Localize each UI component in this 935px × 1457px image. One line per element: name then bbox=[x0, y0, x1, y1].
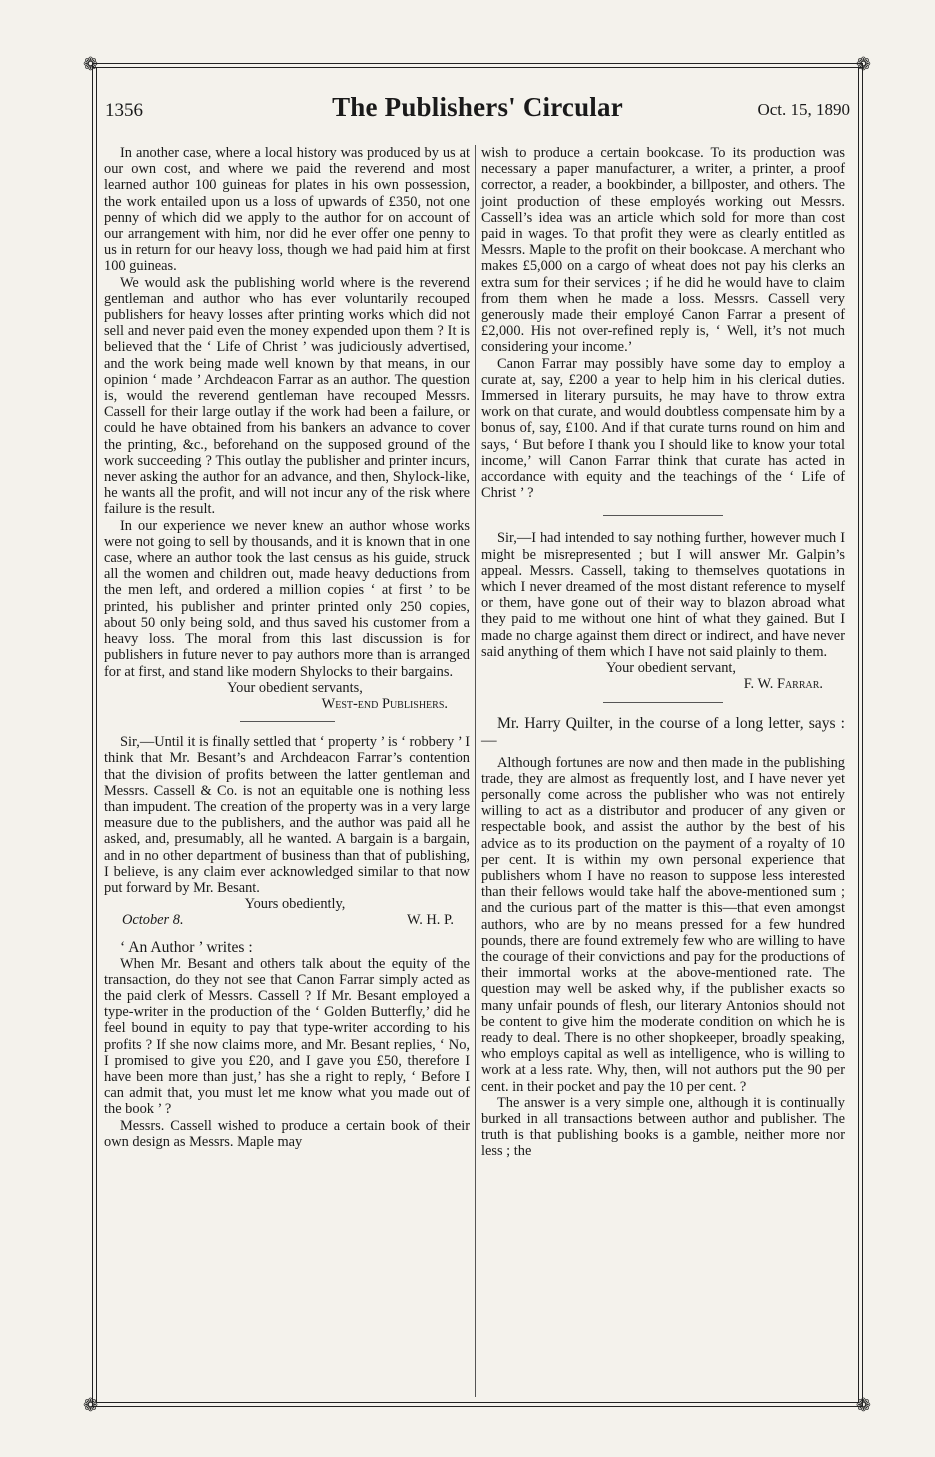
corner-ornament-icon: ❁ bbox=[855, 54, 871, 75]
paragraph: In another case, where a local history was produced by us at our own cost, and where we paid the reverend and most learned author 100 guineas for plates in his own possession, the work entailed upon us a loss of upwards of £350, not one penny of which did we apply to the author for on account of our arrangement with him, nor did he ever offer one penny to us in return for our heavy loss, though we had paid him at first 100 guineas. bbox=[104, 145, 470, 275]
section-divider bbox=[603, 515, 723, 516]
border-rule-right bbox=[862, 63, 863, 1407]
paragraph: wish to produce a certain bookcase. To its production was necessary a paper manufacturer, a writer, a printer, a proof corrector, a reader, a bookbinder, a billposter, and others. The joint production of these employés working out Messrs. Cassell’s idea was an article which sold for more than cost paid in wages. To that profit they were as clearly entitled as Messrs. Maple to the profit on their bookcase. A merchant who makes £5,000 on a cargo of wheat does not pay his clerks an extra sum for their services ; if he did he would have to claim from them when he made a loss. Messrs. Cassell very generously made their employé Canon Farrar a present of £2,000. His not over-refined reply is, ‘ Well, it’s not much considering your income.’ bbox=[481, 145, 845, 356]
paragraph: The answer is a very simple one, although it is continually burked in all transactions between author and publisher. The truth is that publishing books is a gamble, neither more nor less ; the bbox=[481, 1094, 845, 1160]
border-rule-right-inner bbox=[858, 67, 859, 1403]
paragraph: Canon Farrar may possibly have some day to employ a curate at, say, £200 a year to help him in his clerical duties. Immersed in literary pursuits, he may have to throw extra work on that curate, and would doubtless compensate him by a bonus of, say, £100. And if that curate turns round on him and says, ‘ But before I thank you I should like to know your total income,’ will Canon Farrar think that curate has acted in accordance with equity and the teachings of the ‘ Life of Christ ’ ? bbox=[481, 355, 845, 502]
section-intro: Mr. Harry Quilter, in the course of a long letter, says :— bbox=[481, 714, 845, 749]
letter-closing: Yours obediently, bbox=[244, 896, 346, 913]
page-header bbox=[105, 92, 850, 128]
border-rule-left-inner bbox=[96, 67, 97, 1403]
signature-line bbox=[104, 912, 470, 928]
letter-closing: Your obedient servants, bbox=[227, 679, 363, 696]
letter-closing: Your obedient servant, bbox=[605, 660, 737, 677]
paragraph: Sir,—I had intended to say nothing further, however much I might be misrepresented ; but I will answer Mr. Galpin’s appeal. Messrs. Cassell, taking to themselves quotations in which I never dreamed of the most distant reference to myself or them, have gone out of their way to blazon abroad what they paid to me without one hint of what they gained. But I made no charge against them direct or indirect, and have never said anything of them which I have not said plainly to them. bbox=[481, 530, 845, 660]
section-divider bbox=[603, 702, 723, 703]
paragraph: When Mr. Besant and others talk about the equity of the transaction, do they not see that Canon Farrar simply acted as the paid clerk of Messrs. Cassell ? If Mr. Besant employed a type-writer in the production of the ‘ Golden Butterfly,’ did he feel bound in equity to pay that type-writer according to his profits ? If she now claims more, and Mr. Besant replies, ‘ No, I promised to give you £20, and I gave you £50, therefore I have been more than just,’ has she a right to reply, ‘ Before I can admit that, you must let me know what you made out of the book ’ ? bbox=[104, 955, 470, 1118]
column-divider bbox=[475, 145, 476, 1397]
paragraph: Although fortunes are now and then made in the publishing trade, they are almost as frequently lost, and I have never yet personally come across the publisher who was not entirely willing to act as a distributor and producer of any given or respectable book, and assist the author by the best of his advice as to its production on the payment of a royalty of 10 per cent. It is within my own personal experience that publishers whom I have no reason to suppose less interested than their fellows would take half the above-mentioned sum ; and the curious part of the matter is this—that even amongst authors, who are by no means pressed for a few hundred pounds, there are found extremely few who are willing to have the courage of their convictions and pay for the productions of their immortal works at the above-mentioned rate. The question may well be asked why, if the publisher exacts so many unfair pounds of flesh, our literary Antonios should not be content to give him the moderate condition on which he is ready to deal. There is no other shopkeeper, broadly speaking, who employs capital as well as intelligence, who is willing to work at a less rate. Why, then, will not authors put the 90 per cent. in their pocket and pay the 10 per cent. ? bbox=[481, 754, 845, 1095]
border-rule-bottom bbox=[92, 1406, 863, 1407]
paragraph: Messrs. Cassell wished to produce a certain book of their own design as Messrs. Maple may bbox=[104, 1117, 470, 1150]
border-rule-top-inner bbox=[92, 67, 863, 68]
section-intro: ‘ An Author ’ writes : bbox=[120, 938, 253, 956]
paragraph: We would ask the publishing world where is the reverend gentleman and author who has ever voluntarily recouped publishers for heavy losses after printing works which did not sell and never paid even the money expended upon them ? It is believed that the ‘ Life of Christ ’ was judiciously advertised, and the work being made well known by that means, in our opinion ‘ made ’ Archdeacon Farrar as an author. The question is, would the reverend gentleman have recouped Messrs. Cassell for their large outlay if the work had been a failure, or could he have obtained from his bankers an advance to cover the printing, &c., beforehand on the supposed ground of the work succeeding ? This outlay the publisher and printer incurs, never asking the author for an advance, and then, Shylock-like, he wants all the profit, and will not incur any of the risk where failure is the result. bbox=[104, 274, 470, 518]
border-rule-left bbox=[92, 63, 93, 1407]
section-divider bbox=[240, 721, 335, 722]
corner-ornament-icon: ❁ bbox=[83, 1395, 99, 1416]
letter-signature: W. H. P. bbox=[406, 912, 454, 929]
issue-date: Oct. 15, 1890 bbox=[757, 100, 850, 119]
paragraph: Sir,—Until it is finally settled that ‘ property ’ is ‘ robbery ’ I think that Mr. Besant’s and Archdeacon Farrar’s contention that the division of profits between the latter gentleman and Messrs. Cassell & Co. is not an equitable one is nothing less than impudent. The creation of the property was in a very large measure due to the publishers, and the author was paid all he asked, and, presumably, all he wanted. A bargain is a bargain, and in no other department of business than that of publishing, I believe, is any claim ever acknowledged similar to that now put forward by Mr. Besant. bbox=[104, 734, 470, 896]
left-column bbox=[104, 145, 470, 1150]
letter-signature: West-end Publishers. bbox=[321, 695, 448, 712]
page-number: 1356 bbox=[105, 100, 143, 121]
right-column bbox=[481, 145, 845, 1160]
corner-ornament-icon: ❁ bbox=[83, 54, 99, 75]
journal-title: The Publishers' Circular bbox=[332, 92, 623, 122]
corner-ornament-icon: ❁ bbox=[855, 1395, 871, 1416]
paragraph: In our experience we never knew an author whose works were not going to sell by thousands, and it is known that in one case, where an author took the last census as his guide, struck all the women and children out, made heavy deductions from the men left, and ordered a million copies ‘ at first ’ to be printed, his publisher and printer printed only 250 copies, about 50 only being sold, and thus saved his customer from a heavy loss. The moral from this last discussion is for publishers in future never to pay authors more than is arranged for at first, and stand like modern Shylocks to their bargains. bbox=[104, 517, 470, 680]
border-rule-top bbox=[92, 63, 863, 64]
letter-date: October 8. bbox=[122, 912, 184, 929]
border-rule-bottom-inner bbox=[96, 1402, 859, 1403]
letter-signature: F. W. Farrar. bbox=[743, 676, 823, 693]
